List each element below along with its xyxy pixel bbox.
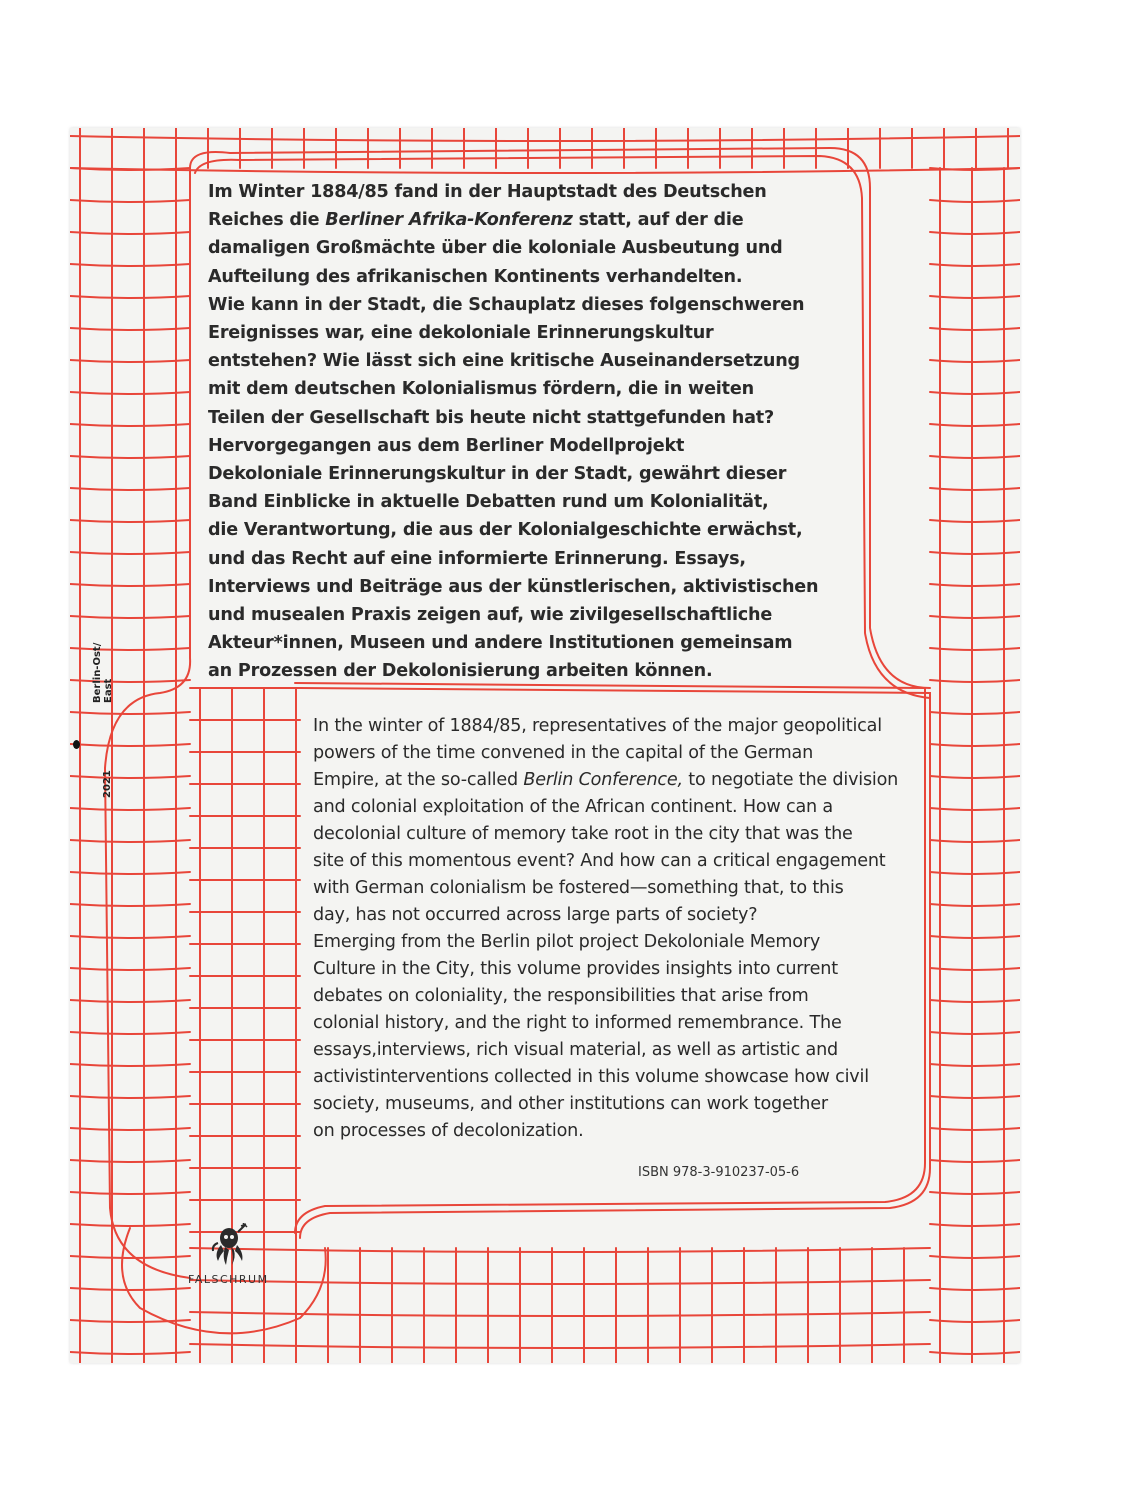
grid-line <box>930 904 1020 906</box>
grid-line <box>70 744 190 746</box>
spine-dot-mark <box>73 740 80 749</box>
isbn-number: ISBN 978-3-910237-05-6 <box>638 1165 800 1180</box>
grid-line <box>930 1000 1020 1002</box>
grid-line <box>70 1256 190 1258</box>
grid-line <box>70 872 190 874</box>
german-text-line: damaligen Großmächte über die koloniale Ausbeutung und <box>208 238 783 259</box>
grid-line <box>70 360 190 362</box>
grid-line <box>190 1248 930 1252</box>
english-text-line: powers of the time convened in the capital of the German <box>313 743 814 763</box>
grid-line <box>930 328 1020 330</box>
grid-line <box>930 1160 1020 1162</box>
grid-line <box>70 840 190 842</box>
german-text-line: Dekoloniale Erinnerungskultur in der Stadt, gewährt dieser <box>208 464 787 485</box>
english-text-line: debates on coloniality, the responsibilities that arise from <box>313 986 809 1006</box>
grid-line <box>930 424 1020 426</box>
grid-line <box>930 616 1020 618</box>
grid-line <box>930 808 1020 810</box>
english-text-line: In the winter of 1884/85, representatives of the major geopolitical <box>313 716 882 736</box>
grid-line <box>930 1032 1020 1034</box>
grid-line <box>930 1224 1020 1226</box>
english-text-line: day, has not occurred across large parts of society? <box>313 905 758 925</box>
german-text-line: entstehen? Wie lässt sich eine kritische Auseinandersetzung <box>208 351 800 372</box>
english-text-line: activistinterventions collected in this volume showcase how civil <box>313 1067 869 1087</box>
grid-line <box>930 776 1020 778</box>
grid-line <box>930 1288 1020 1290</box>
grid-line <box>70 648 190 650</box>
grid-line <box>70 904 190 906</box>
german-text-line: Teilen der Gesellschaft bis heute nicht stattgefunden hat? <box>208 407 775 428</box>
grid-line <box>930 552 1020 554</box>
grid-line <box>70 168 1020 173</box>
grid-line <box>70 1096 190 1098</box>
grid-line <box>70 616 190 618</box>
english-text-line: Culture in the City, this volume provides insights into current <box>313 959 838 979</box>
english-description <box>313 713 933 1145</box>
german-text-line: Aufteilung des afrikanischen Kontinents verhandelten. <box>208 266 743 287</box>
grid-line <box>190 1344 930 1348</box>
grid-line <box>930 648 1020 650</box>
german-text-line: mit dem deutschen Kolonialismus fördern, die in weiten <box>208 379 754 400</box>
grid-line <box>930 968 1020 970</box>
grid-line <box>930 1096 1020 1098</box>
grid-line <box>70 776 190 778</box>
spine-place: Berlin-Ost/ East <box>92 642 114 703</box>
grid-line <box>70 808 190 810</box>
grid-line <box>930 872 1020 874</box>
german-text-line: Akteur*innen, Museen und andere Institutionen gemeinsam <box>208 633 793 654</box>
grid-line <box>70 1128 190 1130</box>
grid-line <box>70 1064 190 1066</box>
grid-line <box>70 1192 190 1194</box>
grid-line <box>930 360 1020 362</box>
german-text-line: Hervorgegangen aus dem Berliner Modellprojekt <box>208 435 685 456</box>
english-text-line: essays,interviews, rich visual material, as well as artistic and <box>313 1040 838 1060</box>
grid-line <box>930 744 1020 746</box>
grid-line <box>70 712 190 714</box>
grid-line <box>930 712 1020 714</box>
grid-line <box>70 1352 190 1354</box>
grid-line <box>930 1320 1020 1322</box>
grid-line <box>70 1288 190 1290</box>
english-text-line: and colonial exploitation of the African continent. How can a <box>313 797 833 817</box>
english-text-line: on processes of decolonization. <box>313 1121 584 1141</box>
german-text-line: Band Einblicke in aktuelle Debatten rund um Kolonialität, <box>208 492 769 513</box>
grid-line <box>70 936 190 938</box>
german-text-line: Im Winter 1884/85 fand in der Hauptstadt des Deutschen <box>208 182 767 202</box>
grid-line <box>930 1352 1020 1354</box>
german-text-line: Ereignisses war, eine dekoloniale Erinnerungskultur <box>208 323 714 344</box>
grid-line <box>930 488 1020 490</box>
grid-line <box>70 1160 190 1162</box>
spine-year: 2021 <box>102 770 113 798</box>
german-text-line: die Verantwortung, die aus der Kolonialgeschichte erwächst, <box>208 520 803 541</box>
grid-line <box>930 936 1020 938</box>
german-text-line: Reiches die Berliner Afrika-Konferenz statt, auf der die <box>208 210 744 231</box>
english-text-line: society, museums, and other institutions can work together <box>313 1094 828 1114</box>
grid-line <box>930 232 1020 234</box>
blob-outline <box>105 168 190 1278</box>
grid-line <box>930 392 1020 394</box>
english-text-line: colonial history, and the right to informed remembrance. The <box>313 1013 842 1033</box>
grid-line <box>930 1064 1020 1066</box>
publisher-name: FALSCHRUM <box>188 1273 269 1286</box>
grid-line <box>930 584 1020 586</box>
german-text-line: an Prozessen der Dekolonisierung arbeiten können. <box>208 661 713 682</box>
grid-line <box>70 136 1020 141</box>
grid-line <box>70 1032 190 1034</box>
grid-line <box>70 232 190 234</box>
grid-line <box>930 264 1020 266</box>
grid-line <box>930 680 1020 682</box>
grid-line <box>70 552 190 554</box>
octopus-logo-icon <box>210 1223 250 1269</box>
grid-line <box>70 1000 190 1002</box>
grid-line <box>70 1320 190 1322</box>
english-text-line: site of this momentous event? And how can a critical engagement <box>313 851 886 871</box>
grid-line <box>70 520 190 522</box>
grid-line <box>70 680 190 682</box>
english-text-line: Emerging from the Berlin pilot project Dekoloniale Memory <box>313 932 821 952</box>
grid-line <box>70 456 190 458</box>
german-description <box>208 178 848 686</box>
english-text-line: decolonial culture of memory take root in the city that was the <box>313 824 853 844</box>
german-text-line: und das Recht auf eine informierte Erinnerung. Essays, <box>208 548 746 569</box>
grid-line <box>930 1256 1020 1258</box>
grid-line <box>70 424 190 426</box>
grid-line <box>70 584 190 586</box>
grid-line <box>930 840 1020 842</box>
grid-line <box>70 488 190 490</box>
grid-line <box>930 1192 1020 1194</box>
grid-line <box>70 200 190 202</box>
grid-line <box>930 456 1020 458</box>
grid-line <box>70 296 190 298</box>
grid-line <box>190 1312 930 1316</box>
english-text-line: with German colonialism be fostered—something that, to this <box>313 878 844 898</box>
grid-line <box>930 296 1020 298</box>
grid-line <box>930 520 1020 522</box>
english-text-line: Empire, at the so-called Berlin Conference, to negotiate the division <box>313 770 899 790</box>
grid-line <box>70 1224 190 1226</box>
grid-line <box>70 328 190 330</box>
grid-line <box>190 1280 930 1284</box>
grid-line <box>70 264 190 266</box>
german-text-line: und musealen Praxis zeigen auf, wie zivilgesellschaftliche <box>208 605 773 626</box>
grid-line <box>70 968 190 970</box>
grid-line <box>930 200 1020 202</box>
grid-line <box>70 392 190 394</box>
german-text-line: Interviews und Beiträge aus der künstlerischen, aktivistischen <box>208 576 819 597</box>
german-text-line: Wie kann in der Stadt, die Schauplatz dieses folgenschweren <box>208 294 805 315</box>
book-back-cover <box>70 128 1020 1363</box>
grid-line <box>930 1128 1020 1130</box>
